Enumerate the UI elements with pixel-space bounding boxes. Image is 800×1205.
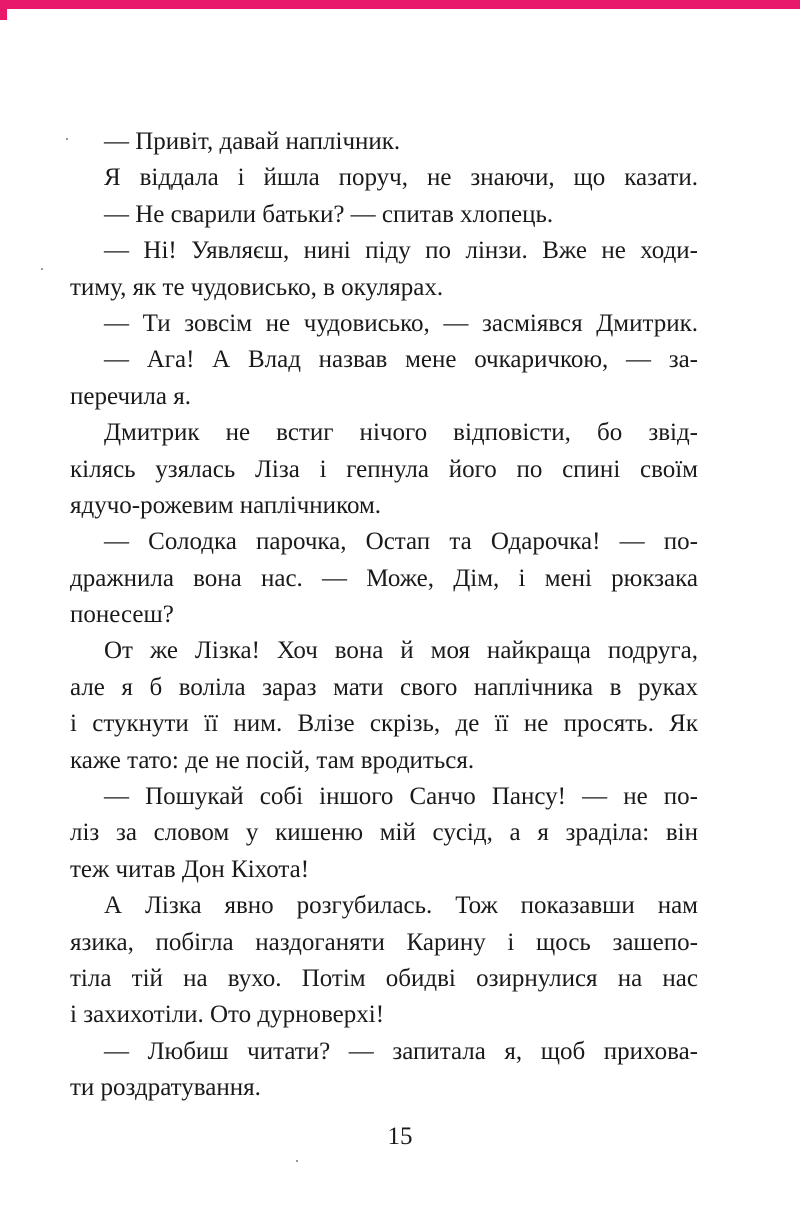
text-line: каже тато: де не посій, там вродиться. <box>70 746 475 774</box>
text-line: — Ага! А Влад назвав мене очкаричкою, — за- <box>104 346 698 374</box>
text-line: А Лізка явно розгубилась. Тож показавши нам <box>104 892 698 920</box>
accent-top-bar <box>0 0 800 9</box>
scan-speck <box>41 268 43 270</box>
text-line: — Ні! Уявляєш, нині піду по лінзи. Вже не ходи- <box>104 237 698 265</box>
text-line: дражнила вона нас. — Може, Дім, і мені рюкзака <box>70 564 698 592</box>
scan-speck <box>66 138 68 140</box>
text-line: — Любиш читати? — запитала я, щоб прихова- <box>104 1037 698 1065</box>
text-line: і захихотіли. Ото дурноверхі! <box>70 1001 385 1029</box>
text-line: і стукнути її ним. Влізе скрізь, де її не просять. Як <box>70 710 698 738</box>
text-line: Я віддала і йшла поруч, не знаючи, що казати. <box>104 164 698 192</box>
text-line: тіла тій на вухо. Потім обидві озирнулися на нас <box>70 964 698 992</box>
text-line: кілясь узялась Ліза і гепнула його по спині своїм <box>70 455 698 483</box>
text-line: понесеш? <box>70 601 174 629</box>
text-line: — Ти зовсім не чудовисько, — засміявся Дмитрик. <box>104 309 698 337</box>
text-line: От же Лізка! Хоч вона й моя найкраща подруга, <box>104 637 698 665</box>
text-line: перечила я. <box>70 382 191 410</box>
text-line: — Не сварили батьки? — спитав хлопець. <box>104 200 554 228</box>
text-line: ліз за словом у кишеню мій сусід, а я зраділа: він <box>70 819 698 847</box>
text-line: тиму, як те чудовисько, в окулярах. <box>70 273 444 301</box>
text-line: — Пошукай собі іншого Санчо Пансу! — не по- <box>104 783 698 811</box>
text-line: — Привіт, давай наплічник. <box>104 128 401 155</box>
text-line: ти роздратування. <box>70 1074 261 1102</box>
text-line: ядучо-рожевим наплічником. <box>70 491 382 519</box>
body-text <box>70 124 698 1107</box>
text-line: Дмитрик не встиг нічого відповісти, бо звід- <box>104 419 698 447</box>
accent-corner-mark <box>0 0 7 20</box>
text-line: але я б воліла зараз мати свого наплічника в руках <box>70 673 698 701</box>
scan-speck <box>296 1160 298 1162</box>
page-number: 15 <box>387 1123 413 1150</box>
text-line: язика, побігла наздоганяти Карину і щось зашепо- <box>70 928 698 956</box>
text-line: — Солодка парочка, Остап та Одарочка! — по- <box>104 528 698 556</box>
text-line: теж читав Дон Кіхота! <box>70 855 310 883</box>
